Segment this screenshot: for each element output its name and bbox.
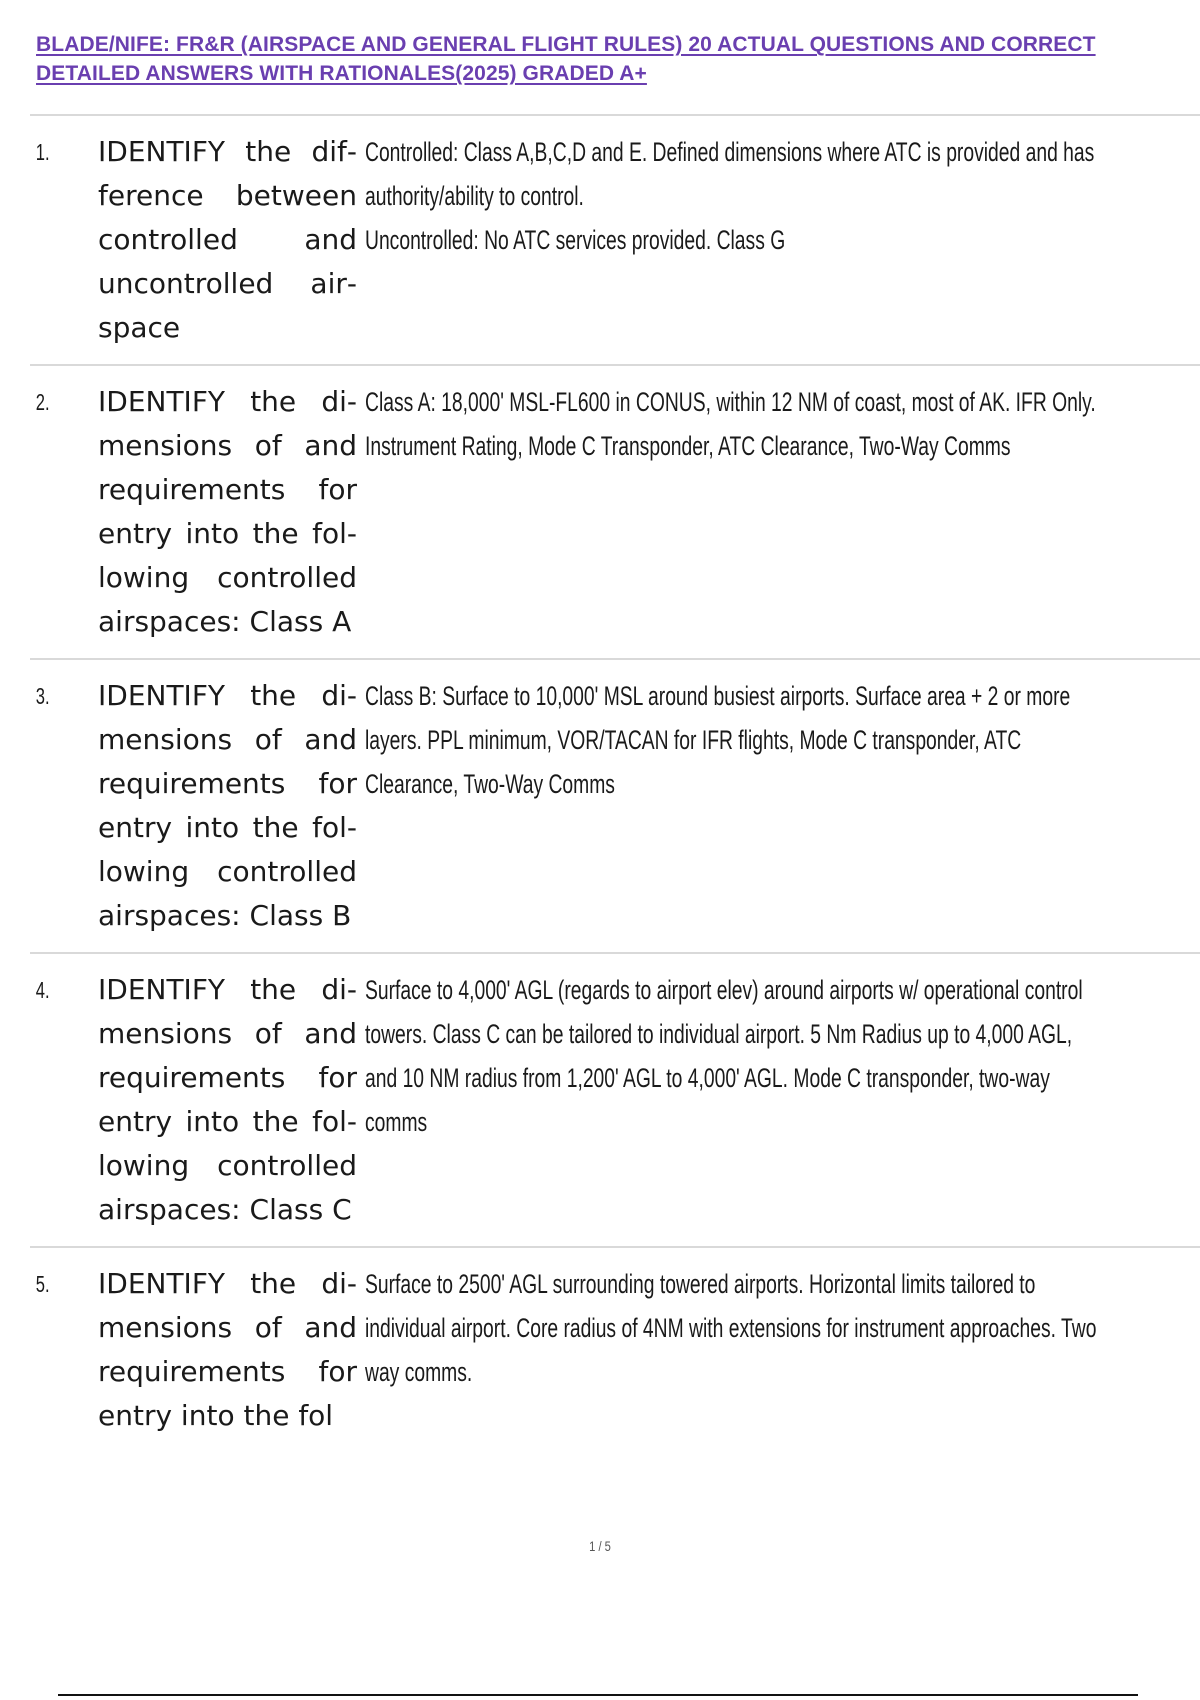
answer-line: Uncontrolled: No ATC services provided. Class G bbox=[365, 225, 786, 255]
question-number: 2. bbox=[35, 389, 50, 415]
answer-text bbox=[365, 968, 1108, 1144]
question-text: IDENTIFY the dimensions of and requirements for entry into the following controlled airspaces: Class B bbox=[98, 679, 357, 932]
answer-line: Surface to 2500' AGL surrounding towered airports. Horizontal limits tailored to individual airport. Core radius of 4NM with extensions for instrument approaches. Two way comms. bbox=[365, 1269, 1097, 1387]
answer-cell bbox=[361, 968, 1200, 1144]
answer-line: Class A: 18,000' MSL-FL600 in CONUS, within 12 NM of coast, most of AK. IFR Only. Instrument Rating, Mode C Transponder, ATC Clearance, Two-Way Comms bbox=[365, 387, 1096, 461]
question-text: IDENTIFY the dimensions of and requirements for entry into the following controlled airspaces: Class C bbox=[98, 973, 357, 1226]
question-number: 5. bbox=[35, 1271, 50, 1297]
question-text: IDENTIFY the dimensions of and requirements for entry into the fol bbox=[98, 1267, 357, 1432]
question-number: 1. bbox=[35, 139, 50, 165]
qa-row bbox=[30, 364, 1200, 658]
answer-line: Surface to 4,000' AGL (regards to airport elev) around airports w/ operational control towers. Class C can be tailored to individual airport. 5 Nm Radius up to 4,000 AGL, and 10 NM radius from 1,200' AGL to 4,000' AGL. Mode C transponder, two-way comms bbox=[365, 975, 1083, 1137]
question-text: IDENTIFY the difference between controlled and uncontrolled airspace bbox=[98, 135, 357, 344]
qa-row bbox=[30, 952, 1200, 1246]
document-title: BLADE/NIFE: FR&R (AIRSPACE AND GENERAL FLIGHT RULES) 20 ACTUAL QUESTIONS AND CORRECT DETAILED ANSWERS WITH RATIONALES(2025) GRADED A+ bbox=[36, 33, 1096, 85]
answer-cell bbox=[361, 1262, 1200, 1394]
question-answer-list bbox=[30, 114, 1200, 1452]
answer-cell bbox=[361, 130, 1200, 262]
bottom-divider bbox=[58, 1694, 1138, 1696]
answer-line: Class B: Surface to 10,000' MSL around busiest airports. Surface area + 2 or more layers. PPL minimum, VOR/TACAN for IFR flights, Mode C transponder, ATC Clearance, Two-Way Comms bbox=[365, 681, 1071, 799]
page-number: 1 / 5 bbox=[589, 1538, 611, 1554]
answer-cell bbox=[361, 380, 1200, 468]
answer-text bbox=[365, 380, 1108, 468]
answer-line: Controlled: Class A,B,C,D and E. Defined dimensions where ATC is provided and has authority/ability to control. bbox=[365, 137, 1095, 211]
answer-cell bbox=[361, 674, 1200, 806]
question-text: IDENTIFY the dimensions of and requirements for entry into the following controlled airspaces: Class A bbox=[98, 385, 357, 638]
answer-text bbox=[365, 674, 1108, 806]
qa-row bbox=[30, 1246, 1200, 1452]
qa-row bbox=[30, 658, 1200, 952]
question-number: 4. bbox=[35, 977, 50, 1003]
answer-text bbox=[365, 130, 1108, 262]
qa-row bbox=[30, 114, 1200, 364]
question-number: 3. bbox=[35, 683, 50, 709]
answer-text bbox=[365, 1262, 1108, 1394]
